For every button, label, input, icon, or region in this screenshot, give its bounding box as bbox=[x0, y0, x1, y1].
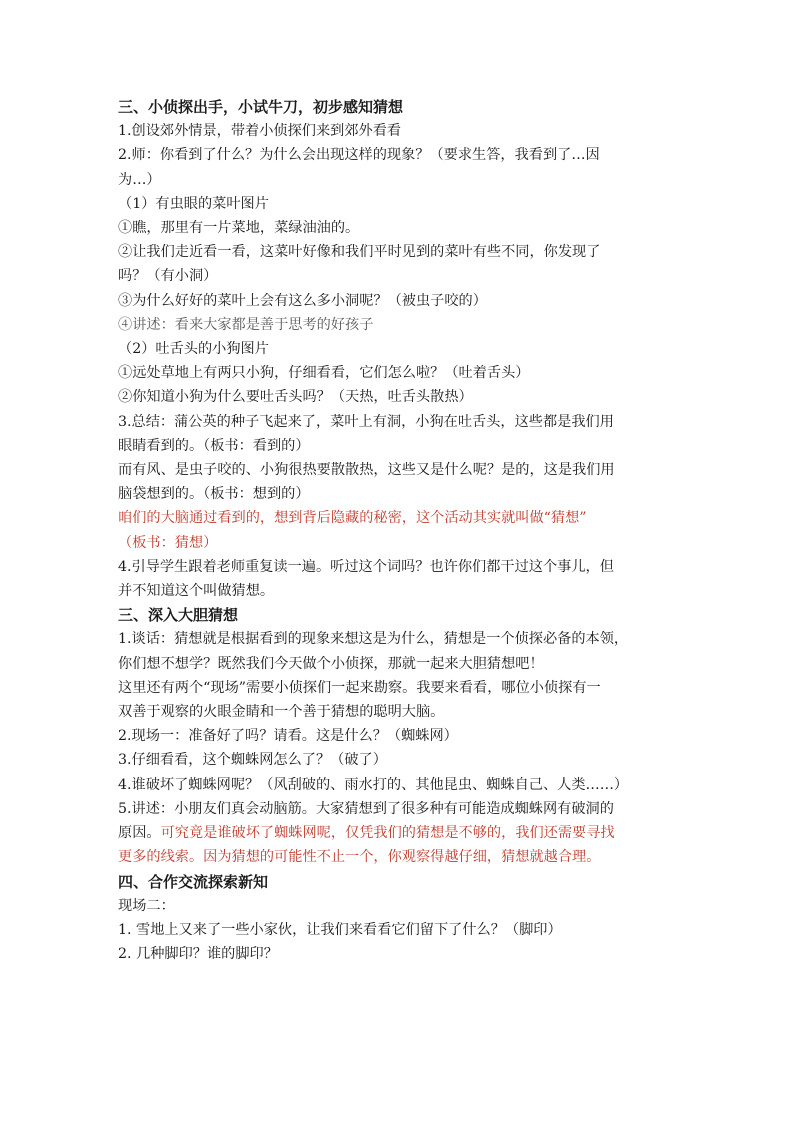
s3-sub2-q1: ①远处草地上有两只小狗，仔细看看，它们怎么啦？（吐着舌头） bbox=[118, 365, 530, 382]
s3b-item4: 4.谁破坏了蜘蛛网呢？（风刮破的、雨水打的、其他昆虫、蜘蛛自己、人类……） bbox=[118, 776, 629, 793]
s3b-item1-b: 你们想不想学？既然我们今天做个小侦探，那就一起来大胆猜想吧！ bbox=[118, 655, 544, 672]
s3-item3-a: 3.总结：蒲公英的种子飞起来了，菜叶上有洞，小狗在吐舌头，这些都是我们用 bbox=[118, 413, 614, 430]
s3-sub1: （1）有虫眼的菜叶图片 bbox=[118, 195, 269, 212]
s4-scene2: 现场二： bbox=[118, 897, 175, 914]
s3-sub2-q2: ②你知道小狗为什么要吐舌头吗？（天热，吐舌头散热） bbox=[118, 389, 473, 406]
s3-item3-c: 而有风、是虫子咬的、小狗很热要散散热，这些又是什么呢？是的，这是我们用 bbox=[118, 462, 615, 479]
s3b-item5-a: 5.讲述：小朋友们真会动脑筋。大家猜想到了很多种有可能造成蜘蛛网有破洞的 bbox=[118, 800, 614, 817]
s3-sub1-q2-a: ②让我们走近看一看，这菜叶好像和我们平时见到的菜叶有些不同，你发现了 bbox=[118, 244, 601, 261]
s3b-item1-c: 这里还有两个“现场”需要小侦探们一起来勘察。我要来看看，哪位小侦探有一 bbox=[118, 679, 601, 696]
s3-sub1-q3: ③为什么好好的菜叶上会有这么多小洞呢？（被虫子咬的） bbox=[118, 292, 487, 309]
s3b-item5-b-red: 可究竟是谁破坏了蜘蛛网呢，仅凭我们的猜想是不够的，我们还需要寻找 bbox=[160, 825, 615, 842]
s3b-item2: 2.现场一：准备好了吗？请看。这是什么？（蜘蛛网） bbox=[118, 728, 458, 745]
s3-item1: 1.创设郊外情景，带着小侦探们来到郊外看看 bbox=[118, 123, 402, 140]
s3b-item3: 3.仔细看看，这个蜘蛛网怎么了？（破了） bbox=[118, 752, 387, 769]
section4-heading: 四、合作交流探索新知 bbox=[118, 872, 269, 891]
s3b-item1-a: 1.谈话：猜想就是根据看到的现象来想这是为什么，猜想是一个侦探必备的本领， bbox=[118, 631, 629, 648]
s3b-item1-d: 双善于观察的火眼金睛和一个善于猜想的聪明大脑。 bbox=[118, 704, 445, 721]
s3-item4-a: 4.引导学生跟着老师重复读一遍。听过这个词吗？也许你们都干过这个事儿，但 bbox=[118, 558, 614, 575]
s3b-item5-b-normal: 原因。 bbox=[118, 825, 161, 842]
s3b-item5-b bbox=[118, 821, 678, 845]
section3-heading: 三、小侦探出手，小试牛刀，初步感知猜想 bbox=[118, 98, 404, 116]
s3-red1-a: 咱们的大脑通过看到的，想到背后隐藏的秘密，这个活动其实就叫做“猜想” bbox=[118, 510, 587, 527]
s3b-item5-c: 更多的线索。因为猜想的可能性不止一个，你观察得越仔细，猜想就越合理。 bbox=[118, 849, 601, 866]
section3b-heading: 三、深入大胆猜想 bbox=[118, 606, 239, 625]
s3-item2-b: 为…） bbox=[118, 171, 161, 188]
s4-item2: 2. 几种脚印？谁的脚印？ bbox=[118, 946, 278, 963]
document-page bbox=[118, 95, 678, 966]
s3-item4-b: 并不知道这个叫做猜想。 bbox=[118, 583, 275, 600]
s3-red1-b: （板书：猜想） bbox=[118, 534, 218, 551]
s3-sub2: （2）吐舌头的小狗图片 bbox=[118, 341, 269, 358]
s3-sub1-q4: ④讲述：看来大家都是善于思考的好孩子 bbox=[118, 316, 374, 333]
s3-item2-a: 2.师：你看到了什么？为什么会出现这样的现象？（要求生答，我看到了…因 bbox=[118, 147, 600, 164]
s3-item3-d: 脑袋想到的。（板书：想到的） bbox=[118, 486, 310, 503]
s3-sub1-q1: ①瞧，那里有一片菜地，菜绿油油的。 bbox=[118, 220, 360, 237]
s3-sub1-q2-b: 吗？（有小洞） bbox=[118, 268, 218, 285]
s4-item1: 1. 雪地上又来了一些小家伙，让我们来看看它们留下了什么？（脚印） bbox=[118, 921, 562, 938]
s3-item3-b: 眼睛看到的。（板书：看到的） bbox=[118, 437, 310, 454]
